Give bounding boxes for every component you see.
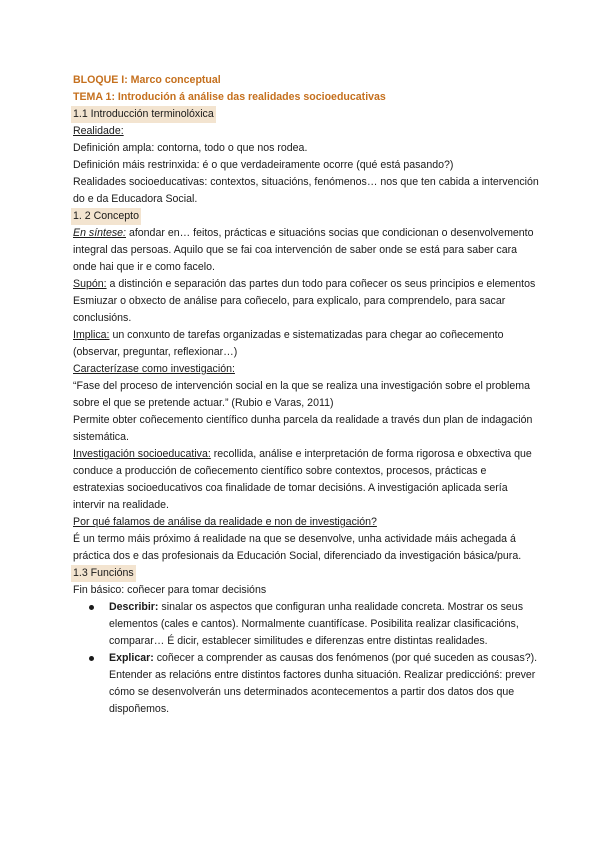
implica-text: un conxunto de tarefas organizadas e sistematizadas para chegar ao coñecemento (observar, preguntar, reflexionar…) [73, 329, 504, 358]
section-heading-1-3: 1.3 Funcións [71, 565, 136, 582]
list-item-text: sinalar os aspectos que configuran unha realidade concreta. Mostrar os seus elementos (cales e cantos). Normalmente cuantifícase. Posibilita realizar clasificacións, comparar… É dicir, establecer similitudes e diferenzas entre distintas realidades. [109, 601, 523, 647]
list-item-label: Explicar: [109, 652, 154, 664]
funcions-list [73, 599, 540, 718]
supon-paragraph [73, 276, 540, 327]
bullet-icon [89, 605, 94, 610]
def-ampla: Definición ampla: contorna, todo o que nos rodea. [73, 142, 308, 154]
supon-text: a distinción e separación das partes dun todo para coñecer os seus principios e elementos Esmiuzar o obxecto de análise para coñecelo, para explicalo, para comprendelo, para sacar conclusións. [73, 278, 536, 324]
sintese-paragraph [73, 225, 540, 276]
tema-title: TEMA 1: Introdución á análise das realidades socioeducativas [73, 91, 386, 103]
list-item-label: Describir: [109, 601, 159, 613]
rubio-quote: “Fase del proceso de intervención social en la que se realiza una investigación sobre el problema sobre el que se pretende actuar.” (Rubio e Varas, 2011) [73, 380, 530, 409]
sintese-text: afondar en… feitos, prácticas e situacións socias que condicionan o desenvolvemento integral das persoas. Aquilo que se fai coa intervención de saber onde se está para saber cara onde hai que ir e como facelo. [73, 227, 534, 273]
list-item-text: coñecer a comprender as causas dos fenómenos (por qué suceden as cousas?). Entender as relacións entre distintos factores dunha situación. Realizar predicciónś: prever cómo se desenvolverán uns determinados acontecementos a partir dos datos dos que dispoñemos. [109, 652, 538, 715]
implica-paragraph [73, 327, 540, 361]
section-heading-1-2: 1. 2 Concepto [71, 208, 141, 225]
investigacion-label: Investigación socioeducativa: [73, 448, 211, 460]
investigacion-paragraph [73, 446, 540, 514]
supon-label: Supón: [73, 278, 107, 290]
porque-paragraph: É un termo máis próximo á realidade na que se desenvolve, unha actividade máis achegada á práctica dos e das profesionais da Educación Social, diferenciado da investigación básica/pura. [73, 533, 522, 562]
permite-paragraph: Permite obter coñecemento científico dunha parcela da realidade a través dun plan de indagación sistemática. [73, 414, 533, 443]
realidade-label: Realidade: [73, 125, 124, 137]
sintese-label: En síntese: [73, 227, 126, 239]
list-item [109, 599, 540, 650]
implica-label: Implica: [73, 329, 110, 341]
def-restrinxida: Definición máis restrinxida: é o que verdadeiramente ocorre (qué está pasando?) [73, 159, 454, 171]
list-item [109, 650, 540, 718]
investigacion-text: recollida, análise e interpretación de forma rigorosa e obxectiva que conduce a producción de coñecemento científico sobre contextos, procesos, prácticas e estratexias socioeducativos coa finalidade de tomar decisións. A investigación aplicada sería intervir na realidade. [73, 448, 532, 511]
caracterizase-label: Caracterízase como investigación: [73, 363, 235, 375]
porque-label: Por qué falamos de análise da realidade e non de investigación? [73, 516, 377, 528]
realidades-socioeducativas: Realidades socioeducativas: contextos, situacións, fenómenos… nos que ten cabida a intervención do e da Educadora Social. [73, 176, 539, 205]
bloque-title: BLOQUE I: Marco conceptual [73, 74, 221, 86]
section-heading-1-1: 1.1 Introducción terminolóxica [71, 106, 216, 123]
bullet-icon [89, 656, 94, 661]
fin-basico: Fin básico: coñecer para tomar decisións [73, 584, 267, 596]
